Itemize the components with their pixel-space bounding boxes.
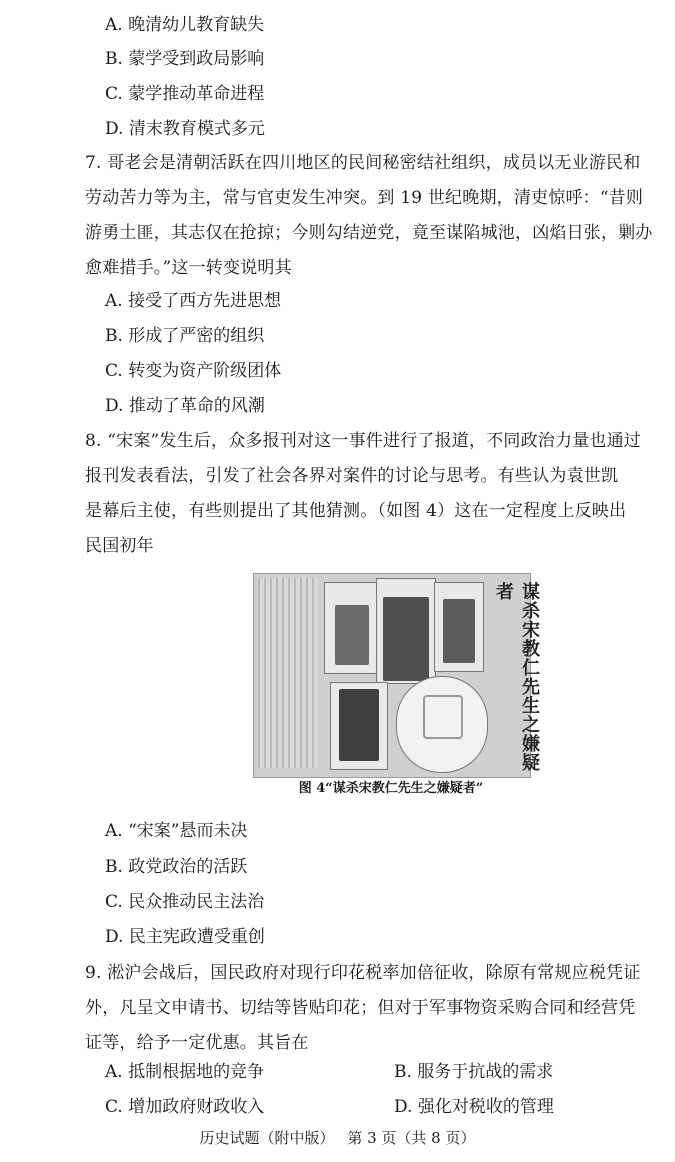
oval-portrait-panel: [396, 676, 488, 773]
footer-page-number: 第 3 页（共 8 页）: [347, 1129, 476, 1147]
q6-option-a: A. 晚清幼儿教育缺失: [105, 15, 265, 35]
q7-line-3: 游勇土匪，其志仅在抢掠；今则勾结逆党，竟至谋陷城池，凶焰日张，剿办: [85, 223, 653, 243]
q7-stem: [85, 146, 665, 286]
q8-line-4: 民国初年: [85, 536, 154, 556]
q9-line-3: 证等，给予一定优惠。其旨在: [85, 1033, 309, 1053]
portrait-panel-2: [376, 578, 436, 684]
q7-line-2: 劳动苦力等为主，常与官吏发生冲突。到 19 世纪晚期，清吏惊呼：“昔则: [85, 188, 644, 208]
portrait-photo-4: [339, 689, 379, 761]
q8-option-b: B. 政党政治的活跃: [105, 857, 248, 877]
q9-option-a: A. 抵制根据地的竞争: [105, 1062, 265, 1082]
q8-option-c: C. 民众推动民主法治: [105, 892, 265, 912]
q6-option-d: D. 清末教育模式多元: [105, 119, 265, 139]
portrait-panel-4: [330, 682, 388, 770]
q8-option-a: A. “宋案”悬而未决: [105, 821, 248, 841]
q8-option-d: D. 民主宪政遭受重创: [105, 927, 265, 947]
watermark-logo: [423, 695, 463, 739]
portrait-panel-1: [324, 582, 381, 674]
newspaper-text-column: [258, 578, 318, 768]
figure-vertical-title: 谋杀宋教仁先生之嫌疑者: [493, 582, 540, 772]
portrait-panel-3: [434, 582, 484, 672]
figure-4-newspaper-image: [253, 573, 540, 778]
q8-line-1: 8. “宋案”发生后，众多报刊对这一事件进行了报道，不同政治力量也通过: [85, 431, 642, 451]
q9-line-1: 9. 淞沪会战后，国民政府对现行印花税率加倍征收，除原有常规应税凭证: [85, 963, 641, 983]
footer-subject: 历史试题（附中版）: [199, 1129, 335, 1147]
q9-stem: [85, 956, 665, 1061]
portrait-photo-2: [383, 597, 429, 681]
q6-option-c: C. 蒙学推动革命进程: [105, 84, 265, 104]
portrait-photo-3: [443, 599, 475, 663]
q7-option-b: B. 形成了严密的组织: [105, 326, 265, 346]
q7-option-a: A. 接受了西方先进思想: [105, 291, 282, 311]
q7-option-d: D. 推动了革命的风潮: [105, 396, 265, 416]
page-footer: [0, 1128, 675, 1148]
q8-line-2: 报刊发表看法，引发了社会各界对案件的讨论与思考。有些认为袁世凯: [85, 466, 619, 486]
q8-stem: [85, 424, 665, 564]
q7-line-1: 7. 哥老会是清朝活跃在四川地区的民间秘密结社组织，成员以无业游民和: [85, 153, 641, 173]
q7-line-4: 愈难措手。”这一转变说明其: [85, 258, 292, 278]
q6-option-b: B. 蒙学受到政局影响: [105, 49, 265, 69]
q8-line-3: 是幕后主使，有些则提出了其他猜测。（如图 4）这在一定程度上反映出: [85, 501, 627, 521]
q9-option-c: C. 增加政府财政收入: [105, 1097, 265, 1117]
q9-option-b: B. 服务于抗战的需求: [394, 1062, 554, 1082]
q9-option-d: D. 强化对税收的管理: [394, 1097, 554, 1117]
portrait-photo-1: [335, 605, 369, 665]
q9-line-2: 外，凡呈文申请书、切结等皆贴印花；但对于军事物资采购合同和经营凭: [85, 998, 636, 1018]
q7-option-c: C. 转变为资产阶级团体: [105, 361, 282, 381]
figure-4-caption: 图 4“谋杀宋教仁先生之嫌疑者”: [298, 781, 484, 796]
